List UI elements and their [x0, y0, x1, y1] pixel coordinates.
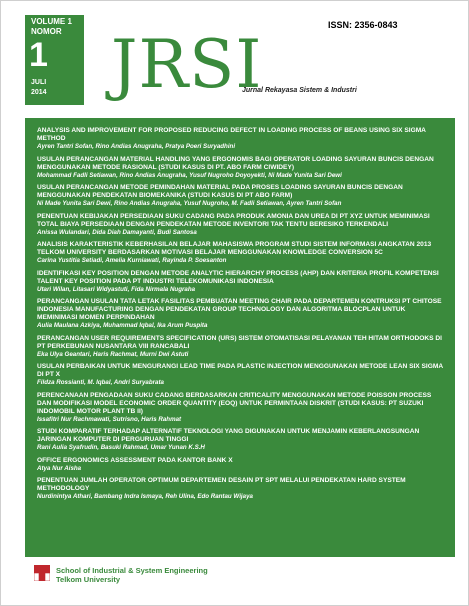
article-title: ANALYSIS AND IMPROVEMENT FOR PROPOSED REDUCING DEFECT IN LOADING PROCESS OF BEANS USING SIX SIGMA METHOD — [37, 127, 426, 142]
article-item — [37, 428, 445, 452]
article-item — [37, 213, 445, 237]
article-title: PENENTUAN KEBIJAKAN PERSEDIAAN SUKU CADANG PADA PRODUK AMONIA DAN UREA DI PT XYZ UNTUK MEMINIMASI TOTAL BIAYA PERSEDIAAN DENGAN PENDEKATAN METODE INVENTORI TAK TENTU BERESIKO TERKENDALI — [37, 212, 430, 228]
volume-label: VOLUME 1 — [31, 17, 72, 26]
article-authors: Mohammad Fadli Setiawan, Rino Andias Anugraha, Yusuf Nugroho Doyoyekti, Ni Made Yunita Sari Dewi — [37, 171, 342, 179]
issn-label: ISSN: 2356-0843 — [328, 20, 398, 30]
article-title: PENENTUAN JUMLAH OPERATOR OPTIMUM DEPARTEMEN DESAIN PT SPT MELALUI PENDEKATAN HARD SYSTEM METHODOLOGY — [37, 477, 406, 492]
contents-panel — [25, 118, 455, 557]
article-authors: Carina Yustitia Setiadi, Amelia Kurniawati, Rayinda P. Soesanton — [37, 257, 227, 264]
article-item — [37, 127, 445, 151]
volume-box — [25, 15, 84, 105]
article-authors: Utari Wilan, Litasari Widyastuti, Fida Nirmala Nugraha — [37, 285, 196, 293]
article-title: USULAN PERANCANGAN MATERIAL HANDLING YANG ERGONOMIS BAGI OPERATOR LOADING SAYURAN BUNCIS DENGAN MENGGUNAKAN METODE RASIONAL (STUDI KASUS DI PT. ABO FARM CIWIDEY) — [37, 155, 434, 171]
nomor-label: NOMOR — [31, 27, 62, 36]
article-item — [37, 156, 445, 180]
article-authors: Aulia Maulana Azkiya, Muhammad Iqbal, Ika Arum Puspita — [37, 322, 208, 329]
article-authors: Rani Aulia Syafrudin, Basuki Rahmad, Umar Yunan K.S.H — [37, 444, 205, 451]
journal-logo: JRSI — [111, 26, 263, 103]
article-title: OFFICE ERGONOMICS ASSESSMENT PADA KANTOR BANK X — [37, 456, 233, 464]
article-authors: Atya Nur Aisha — [37, 464, 82, 472]
article-title: STUDI KOMPARATIF TERHADAP ALTERNATIF TEKNOLOGI YANG DIGUNAKAN UNTUK MENJAMIN KEBERLANGSUNGAN JARINGAN KOMPUTER DI PERGURUAN TINGGI — [37, 428, 420, 443]
issue-year: 2014 — [31, 89, 47, 96]
article-title: ANALISIS KARAKTERISTIK KEBERHASILAN BELAJAR MAHASISWA PROGRAM STUDI SISTEM INFORMASI ANGKATAN 2013 TELKOM UNIVERSITY BERDASARKAN MOTIVASI BELAJAR MENGGUNAKAN KNOWLEDGE CONVERSION 5C — [37, 241, 432, 256]
article-authors: Nurdinintya Athari, Bambang Indra Ismaya, Reh Ulina, Edo Rantau Wijaya — [37, 493, 253, 500]
telkom-university-logo-icon — [34, 565, 50, 581]
issue-month: JULI — [31, 79, 47, 86]
article-title: PERANCANGAN USER REQUIREMENTS SPECIFICATION (URS) SISTEM OTOMATISASI PELAYANAN TEH HITAM ORTHODOKS DI PT PERKEBUNAN NUSANTARA VIII RANCABALI — [37, 334, 442, 350]
article-title: USULAN PERANCANGAN METODE PEMINDAHAN MATERIAL PADA PROSES LOADING SAYURAN BUNCIS DENGAN MENGGUNAKAN PENDEKATAN BIOMEKANIKA (STUDI KASUS DI PT ABO FARM) — [37, 184, 403, 199]
article-authors: Fildza Rossianti, M. Iqbal, Andri Suryabrata — [37, 379, 164, 386]
article-authors: Issafitri Nur Rachmawati, Sutrisno, Haris Rahmat — [37, 415, 182, 423]
journal-tagline: Jurnal Rekayasa Sistem & Industri — [242, 87, 357, 94]
article-item — [37, 270, 445, 294]
article-item — [37, 241, 445, 265]
article-item — [37, 392, 445, 424]
article-title: IDENTIFIKASI KEY POSITION DENGAN METODE ANALYTIC HIERARCHY PROCESS (AHP) DAN KRITERIA PROFIL KOMPETENSI TALENT KEY POSITION PADA PT INDUSTRI TELEKOMUNIKASI INDONESIA — [37, 269, 439, 285]
article-authors: Ayren Tantri Sofan, Rino Andias Anugraha, Pratya Poeri Suryadhini — [37, 143, 236, 150]
article-item — [37, 477, 445, 501]
article-title: PERANCANGAN USULAN TATA LETAK FASILITAS PEMBUATAN MEETING CHAIR PADA DEPARTEMEN KONTRUKSI PT CHITOSE INDONESIA MANUFACTURING DENGAN PENDEKATAN GROUP TECHNOLOGY DAN ALGORITMA BLOCPLAN UNTUK MEMINIMASI MOMEN PERPINDAHAN — [37, 298, 442, 321]
article-item — [37, 363, 445, 387]
article-authors: Ni Made Yunita Sari Dewi, Rino Andias Anugraha, Yusuf Nugroho, M. Fadli Setiawan, Ayren Tantri Sofan — [37, 200, 342, 207]
footer-school: School of Industrial & System Engineering — [56, 566, 208, 575]
article-item — [37, 335, 445, 359]
footer-institution — [56, 566, 208, 584]
article-title: PERENCANAAN PENGADAAN SUKU CADANG BERDASARKAN CRITICALITY MENGGUNAKAN METODE POISSON PROCESS DAN MODIFIKASI MODEL ECONOMIC ORDER QUANTITY (EOQ) UNTUK PERMINTAAN DISKRIT (STUDI KASUS: PT SUZUKI INDOMOBIL MOTOR PLANT TB II) — [37, 391, 432, 415]
footer-university: Telkom University — [56, 575, 121, 584]
issue-number: 1 — [29, 36, 48, 74]
article-item — [37, 184, 445, 208]
article-item — [37, 457, 445, 473]
article-authors: Anissa Wulandari, Dida Diah Damayanti, Budi Santosa — [37, 228, 197, 236]
article-authors: Eka Ulya Geantari, Haris Rachmat, Murni Dwi Astuti — [37, 350, 189, 358]
article-title: USULAN PERBAIKAN UNTUK MENGURANGI LEAD TIME PADA PLASTIC INJECTION MENGGUNAKAN METODE LEAN SIX SIGMA DI PT X — [37, 363, 443, 378]
article-item — [37, 298, 445, 330]
